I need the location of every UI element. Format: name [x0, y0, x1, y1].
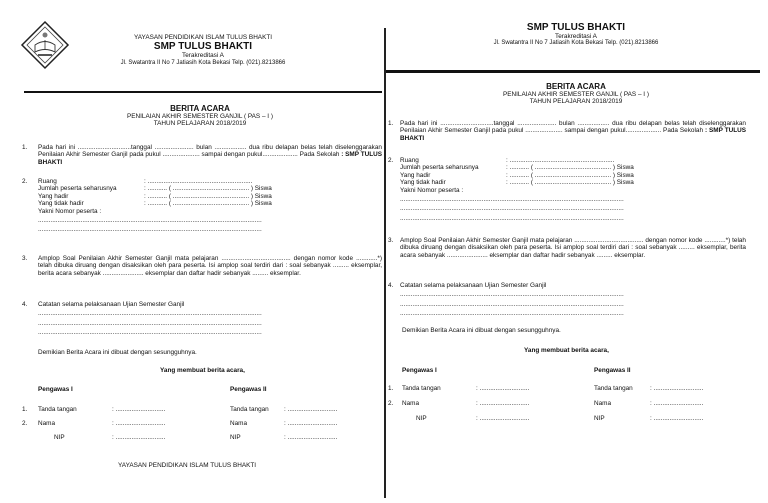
right-page [386, 0, 768, 503]
item-4-text: Catatan selama pelaksanaan Ujian Semester Ganjil [400, 282, 547, 289]
pengawas-1-label: Pengawas I [38, 386, 73, 393]
pengawas-2-label: Pengawas II [230, 386, 267, 393]
ruang-value: : ........................................................... [506, 157, 615, 164]
ruang-label: Ruang [400, 157, 419, 164]
dotted-line: .............................................................................................................................. [38, 217, 262, 225]
item-number: 4. [22, 301, 28, 308]
school-name: SMP TULUS BHAKTI [526, 22, 626, 33]
sig-number: 2. [388, 400, 394, 407]
nip-label: NIP [54, 434, 65, 441]
school-crest-logo [20, 20, 70, 70]
doc-year: TAHUN PELAJARAN 2018/2019 [529, 98, 623, 106]
tidak-hadir-value: : ........... ( ........................................... ) Siswa [144, 200, 272, 208]
jumlah-value: : ........... ( ........................................... ) Siswa [506, 164, 634, 172]
dotted-line: .............................................................................................................................. [400, 196, 624, 204]
item-1-school: : SMP TULUS BHAKTI [38, 151, 383, 166]
doc-subtitle: PENILAIAN AKHIR SEMESTER GANJIL ( PAS – I ) [503, 91, 649, 98]
nip-label: NIP [230, 434, 241, 441]
school-name: SMP TULUS BHAKTI [153, 41, 253, 53]
nama-label: Nama [594, 400, 612, 407]
signers-heading: Yang membuat berita acara, [524, 347, 609, 354]
school-address: Jl. Swatantra II No 7 Jatiasih Kota Bekasi Telp. (021).8213866 [120, 59, 286, 66]
dotted-line: .............................................................................................................................. [400, 291, 624, 299]
tanda-tangan-label: Tanda tangan [402, 385, 441, 392]
dotted-line: .............................................................................................................................. [400, 214, 624, 222]
nama-2-value: : ............................ [284, 420, 338, 427]
nama-label: Nama [402, 400, 420, 407]
dotted-line: .............................................................................................................................. [400, 300, 624, 308]
item-number: 1. [388, 120, 394, 127]
yakni-label: Yakni Nomor peserta : [38, 207, 102, 215]
doc-year: TAHUN PELAJARAN 2018/2019 [153, 120, 247, 128]
nip-label: NIP [416, 415, 427, 422]
doc-title: BERITA ACARA [546, 82, 606, 91]
tanda-tangan-label: Tanda tangan [38, 406, 77, 413]
pengawas-1-label: Pengawas I [402, 367, 437, 374]
dotted-line: .............................................................................................................................. [400, 310, 624, 318]
item-number: 1. [22, 144, 28, 151]
dotted-line: .............................................................................................................................. [38, 226, 262, 234]
hadir-value: : ........... ( ........................................... ) Siswa [144, 192, 272, 200]
dotted-line: .............................................................................................................................. [400, 205, 624, 213]
header-rule [386, 70, 760, 73]
sig-number: 1. [22, 406, 28, 413]
item-3-text: Amplop Soal Penilaian Akhir Semester Ganjil mata pelajaran ....................................... dengan nomor kode ............*) telah dibuka diruang dengan disaksikan oleh para peserta. Isi amplop soal terdiri dari : soal sebanyak ......... eksemplar, berita acara sebanyak ....................... eksemplar dan daftar hadir sebanyak ......... eksemplar. [400, 237, 746, 259]
header-rule [24, 91, 382, 93]
nip-1-value: : ............................ [112, 434, 166, 441]
nama-1-value: : ............................ [476, 400, 530, 407]
closing-statement: Demikian Berita Acara ini dibuat dengan sesungguhnya. [402, 327, 561, 334]
sig-number: 1. [388, 385, 394, 392]
jumlah-label: Jumlah peserta seharusnya [38, 185, 117, 193]
jumlah-value: : ........... ( ........................................... ) Siswa [144, 185, 272, 193]
doc-title: BERITA ACARA [170, 104, 230, 113]
dotted-line: .............................................................................................................................. [38, 329, 262, 337]
dotted-line: .............................................................................................................................. [38, 319, 262, 327]
nama-label: Nama [230, 420, 248, 427]
item-1-school: : SMP TULUS BHAKTI [400, 127, 746, 142]
tanda-tangan-1-value: : ............................ [112, 406, 166, 413]
hadir-label: Yang hadir [38, 192, 69, 200]
item-3-text: Amplop Soal Penilaian Akhir Semester Ganjil mata pelajaran ....................................... dengan nomor kode ............*) telah dibuka diruang dengan disaksikan oleh para peserta. Isi amplop soal terdiri dari : soal sebanyak ......... eksemplar, berita acara sebanyak ....................... eksemplar dan daftar hadir sebanyak ......... eksemplar. [38, 255, 382, 277]
school-address: Jl. Swatantra II No 7 Jatiasih Kota Bekasi Telp. (021).8213866 [493, 40, 659, 47]
dotted-line: .............................................................................................................................. [38, 310, 262, 318]
hadir-value: : ........... ( ........................................... ) Siswa [506, 171, 634, 179]
item-1-text: Pada hari ini ..............................tanggal ...................... bulan .................. dua ribu delapan belas telah diselenggarakan Penilaian Akhir Semester Ganjil pada pukul ..................... sampai dengan pukul.................... Pada Sekolah [38, 144, 382, 159]
signers-heading: Yang membuat berita acara, [160, 367, 245, 374]
tanda-tangan-2-value: : ............................ [650, 385, 704, 392]
yakni-label: Yakni Nomor peserta : [400, 186, 464, 194]
nama-label: Nama [38, 420, 56, 427]
item-number: 2. [22, 178, 28, 185]
item-number: 3. [22, 255, 28, 262]
item-1-text: Pada hari ini ..............................tanggal ...................... bulan .................. dua ribu delapan belas telah diselenggarakan Penilaian Akhir Semester Ganjil pada pukul ..................... sampai dengan pukul.................... Pada Sekolah [400, 120, 746, 135]
item-number: 3. [388, 237, 394, 244]
nama-2-value: : ............................ [650, 400, 704, 407]
tidak-hadir-value: : ........... ( ........................................... ) Siswa [506, 179, 634, 187]
ruang-label: Ruang [38, 178, 57, 185]
foundation-name: YAYASAN PENDIDIKAN ISLAM TULUS BHAKTI [133, 34, 273, 41]
tanda-tangan-label: Tanda tangan [594, 385, 633, 392]
tidak-hadir-label: Yang tidak hadir [38, 200, 84, 208]
item-number: 4. [388, 282, 394, 289]
accreditation: Terakreditasi A [182, 52, 224, 60]
doc-subtitle: PENILAIAN AKHIR SEMESTER GANJIL ( PAS – I ) [127, 113, 273, 120]
tanda-tangan-label: Tanda tangan [230, 406, 269, 413]
item-number: 2. [388, 157, 394, 164]
ruang-value: : ........................................................... [144, 178, 253, 185]
tanda-tangan-1-value: : ............................ [476, 385, 530, 392]
nip-2-value: : ............................ [650, 415, 704, 422]
footer-foundation: YAYASAN PENDIDIKAN ISLAM TULUS BHAKTI [118, 462, 257, 469]
nip-1-value: : ............................ [476, 415, 530, 422]
nip-label: NIP [594, 415, 605, 422]
pengawas-2-label: Pengawas II [594, 367, 631, 374]
sig-number: 2. [22, 420, 28, 427]
tidak-hadir-label: Yang tidak hadir [400, 179, 446, 187]
hadir-label: Yang hadir [400, 171, 431, 179]
tanda-tangan-2-value: : ............................ [284, 406, 338, 413]
jumlah-label: Jumlah peserta seharusnya [400, 164, 479, 172]
accreditation: Terakreditasi A [555, 33, 597, 40]
closing-statement: Demikian Berita Acara ini dibuat dengan sesungguhnya. [38, 349, 197, 356]
nama-1-value: : ............................ [112, 420, 166, 427]
nip-2-value: : ............................ [284, 434, 338, 441]
item-4-text: Catatan selama pelaksanaan Ujian Semester Ganjil [38, 301, 185, 308]
